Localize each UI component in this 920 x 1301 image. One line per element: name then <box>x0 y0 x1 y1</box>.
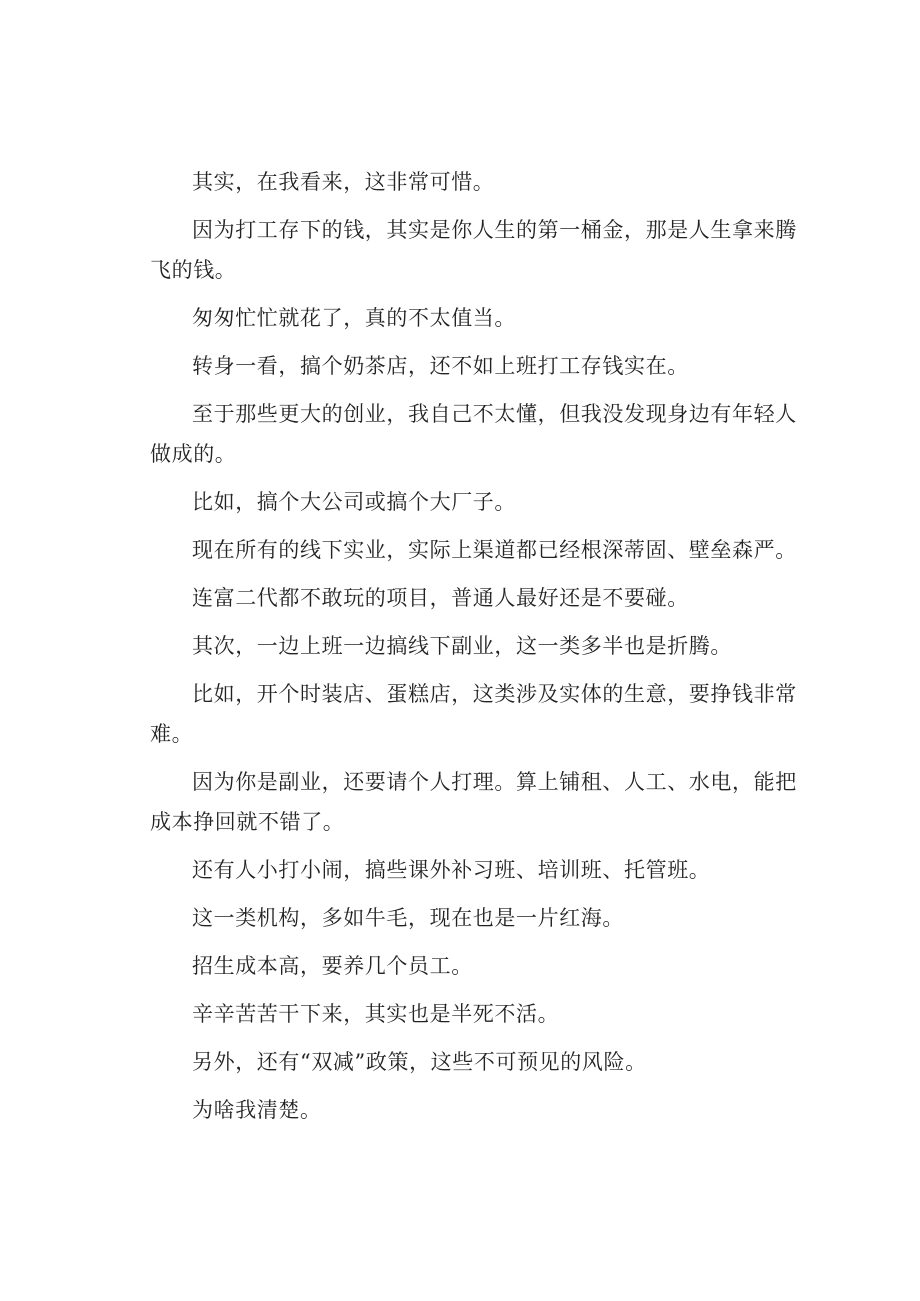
document-body <box>150 162 810 1138</box>
paragraph: 还有人小打小闹，搞些课外补习班、培训班、托管班。 <box>192 858 711 882</box>
paragraph: 至于那些更大的创业，我自己不太懂，但我没发现身边有年轻人做成的。 <box>150 402 797 466</box>
paragraph: 这一类机构，多如牛毛，现在也是一片红海。 <box>192 906 624 930</box>
paragraph: 因为打工存下的钱，其实是你人生的第一桶金，那是人生拿来腾飞的钱。 <box>150 218 797 282</box>
paragraph: 为啥我清楚。 <box>192 1098 322 1122</box>
paragraph: 因为你是副业，还要请个人打理。算上铺租、人工、水电，能把成本挣回就不错了。 <box>150 770 797 834</box>
paragraph: 比如，开个时装店、蛋糕店，这类涉及实体的生意，要挣钱非常难。 <box>150 682 797 746</box>
paragraph: 现在所有的线下实业，实际上渠道都已经根深蒂固、壁垒森严。 <box>192 538 797 562</box>
paragraph: 比如，搞个大公司或搞个大厂子。 <box>192 490 516 514</box>
paragraph: 连富二代都不敢玩的项目，普通人最好还是不要碰。 <box>192 586 689 610</box>
paragraph: 转身一看，搞个奶茶店，还不如上班打工存钱实在。 <box>192 354 689 378</box>
paragraph: 另外，还有“双减”政策，这些不可预见的风险。 <box>192 1050 647 1074</box>
paragraph: 匆匆忙忙就花了，真的不太值当。 <box>192 306 516 330</box>
paragraph: 招生成本高，要养几个员工。 <box>192 954 473 978</box>
paragraph: 辛辛苦苦干下来，其实也是半死不活。 <box>192 1002 560 1026</box>
paragraph: 其次，一边上班一边搞线下副业，这一类多半也是折腾。 <box>192 634 732 658</box>
paragraph: 其实，在我看来，这非常可惜。 <box>192 170 495 194</box>
